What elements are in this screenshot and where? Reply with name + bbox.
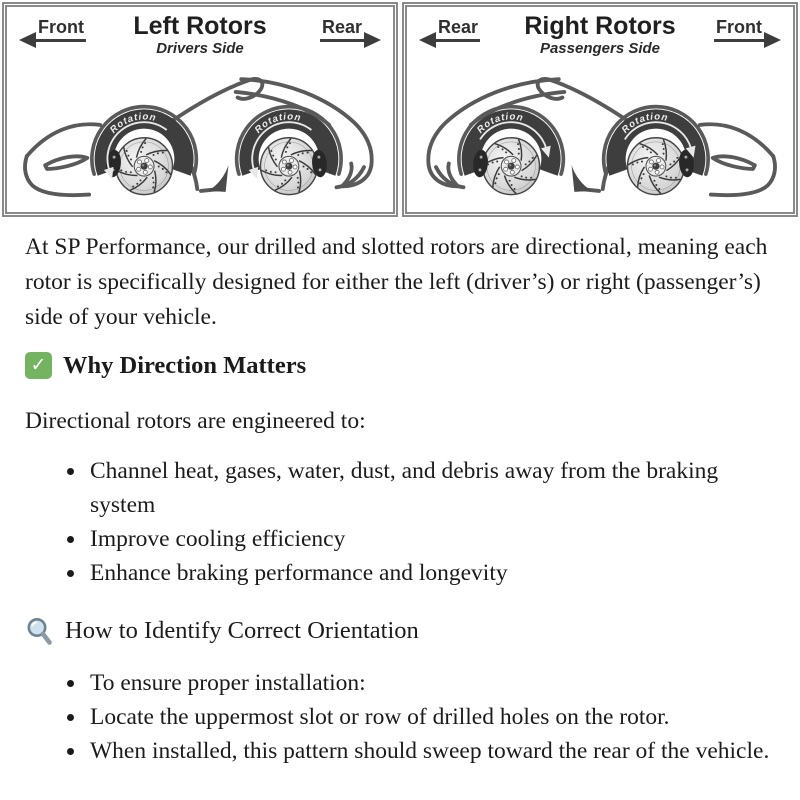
list-item: • Improve cooling efficiency: [87, 522, 775, 556]
rotation-label: Rotation: [619, 111, 670, 136]
section-heading-identify-orientation: [25, 613, 775, 648]
rotation-label: Rotation: [252, 111, 303, 136]
list-item: • To ensure proper installation:: [87, 666, 775, 700]
arrow-right-icon: [764, 32, 781, 48]
article-body: [0, 217, 800, 768]
wheel-assembly: [604, 107, 708, 195]
rear-direction-label: [320, 17, 381, 42]
intro-paragraph: At SP Performance, our drilled and slotted rotors are directional, meaning each rotor is specifically designed for either the left (driver’s) or right (passenger’s) side of your vehicle.: [25, 234, 768, 330]
magnifying-glass-icon: [25, 616, 54, 646]
arrow-right-icon: [364, 32, 381, 48]
list-item: • When installed, this pattern should sweep toward the rear of the vehicle.: [87, 734, 775, 768]
benefits-lead: Directional rotors are engineered to:: [25, 408, 366, 434]
direction-text: Rear: [436, 17, 480, 42]
direction-text: Front: [36, 17, 86, 42]
wheel-assembly: [237, 107, 341, 195]
list-item: • Channel heat, gases, water, dust, and debris away from the braking system: [87, 454, 775, 522]
section-heading-why-direction-matters: [25, 348, 775, 383]
panel-title: Left Rotors: [133, 12, 267, 40]
section-heading-text: Why Direction Matters: [63, 352, 307, 379]
rotor-orientation-diagram: [0, 0, 800, 217]
rotation-label: Rotation: [475, 111, 525, 136]
direction-text: Rear: [320, 17, 364, 42]
rotation-label: Rotation: [108, 111, 158, 136]
check-mark-icon: ✓: [25, 352, 52, 379]
panel-title: Right Rotors: [524, 12, 676, 40]
direction-text: Front: [714, 17, 764, 42]
left-rotors-panel: [2, 2, 398, 217]
front-direction-label: [714, 17, 781, 42]
benefits-list: [25, 454, 775, 590]
section-heading-text: How to Identify Correct Orientation: [65, 617, 419, 644]
right-rotors-panel: [402, 2, 798, 217]
panel-subtitle: Drivers Side: [156, 40, 244, 58]
list-item: • Locate the uppermost slot or row of drilled holes on the rotor.: [87, 700, 775, 734]
wheel-assembly: [92, 107, 196, 195]
list-item: • Enhance braking performance and longevity: [87, 556, 775, 590]
wheel-assembly: [459, 107, 563, 195]
orientation-steps-list: [25, 666, 775, 768]
panel-subtitle: Passengers Side: [539, 40, 661, 58]
